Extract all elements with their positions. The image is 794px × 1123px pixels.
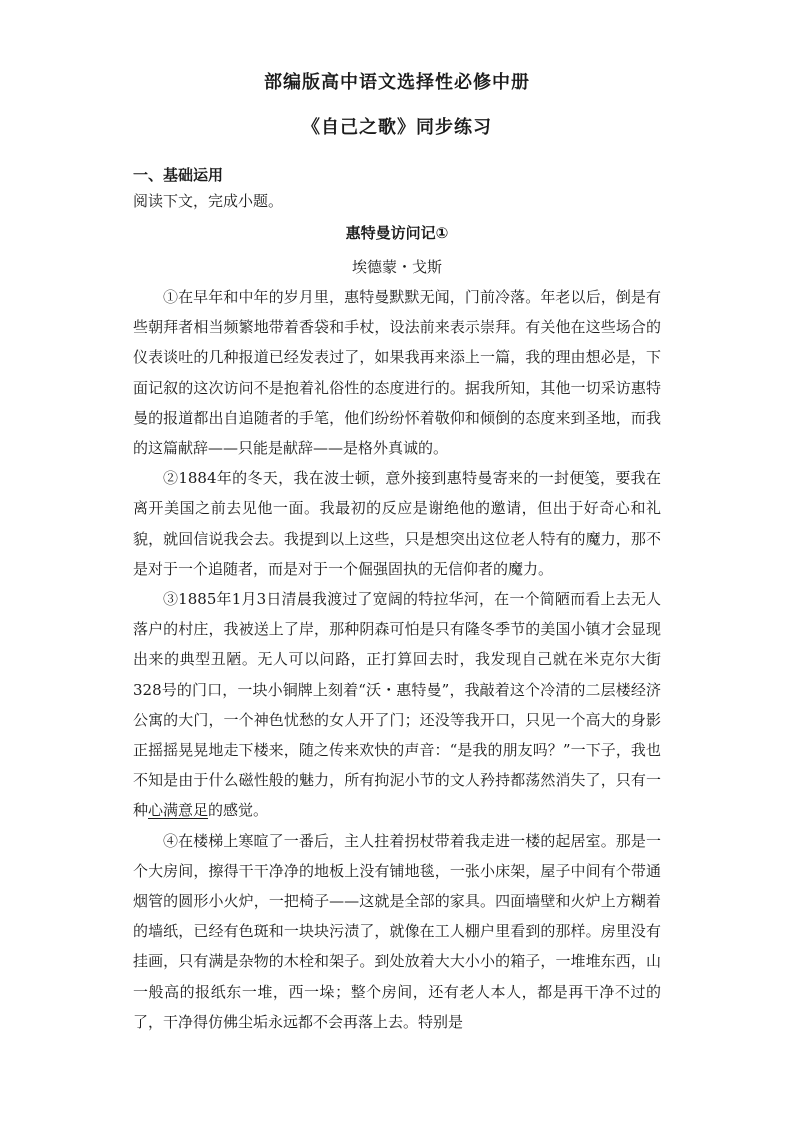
paragraph-4: ④在楼梯上寒暄了一番后，主人拄着拐杖带着我走进一楼的起居室。那是一个大房间，擦得干干净净的地板上没有铺地毯，一张小床架，屋子中间有个带通烟管的圆形小火炉，一把椅子——这就是全部的家具。四面墙壁和火炉上方糊着的墙纸，已经有色斑和一块块污渍了，就像在工人棚户里看到的那样。房里没有挂画，只有满是杂物的木栓和架子。到处放着大大小小的箱子，一堆堆东西，山一般高的报纸东一堆，西一垛；整个房间，还有老人本人，都是再干净不过的了，干净得仿佛尘垢永远都不会再落上去。特别是 [133, 831, 661, 1031]
paragraph-1: ①在早年和中年的岁月里，惠特曼默默无闻，门前冷落。年老以后，倒是有些朝拜者相当频繁地带着香袋和手杖，设法前来表示崇拜。有关他在这些场合的仪表谈吐的几种报道已经发表过了，如果我再来添上一篇，我的理由想必是，下面记叙的这次访问不是抱着礼俗性的态度进行的。据我所知，其他一切采访惠特曼的报道都出自追随者的手笔，他们纷纷怀着敬仰和倾倒的态度来到圣地，而我的这篇献辞——只能是献辞——是格外真诚的。 [133, 288, 661, 458]
paragraph-3 [133, 584, 661, 826]
article-title: 惠特曼访问记① [345, 224, 449, 242]
underlined-phrase: 心满意足 [148, 801, 209, 820]
document-subtitle: 《自己之歌》同步练习 [302, 117, 492, 138]
document-title: 部编版高中语文选择性必修中册 [264, 72, 530, 93]
instruction-text: 阅读下文，完成小题。 [133, 192, 284, 210]
paragraph-3-text: ③1885年1月3日清晨我渡过了宽阔的特拉华河，在一个简陋而看上去无人落户的村庄，我被送上了岸，那种阴森可怕是只有隆冬季节的美国小镇才会显现出来的典型丑陋。无人可以问路，正打算回去时，我发现自己就在米克尔大街328号的门口，一块小铜牌上刻着“沃・惠特曼”，我敲着这个冷清的二层楼经济公寓的大门，一个神色忧愁的女人开了门；还没等我开口，只见一个高大的身影正摇摇晃晃地走下楼来，随之传来欢快的声音：“是我的朋友吗？”一下子，我也不知是由于什么磁性般的魅力，所有拘泥小节的文人矜持都荡然消失了，只有一种 [133, 590, 661, 820]
paragraph-3-end: 的感觉。 [208, 801, 269, 820]
article-author: 埃德蒙・戈斯 [351, 258, 442, 276]
section-heading: 一、基础运用 [133, 166, 224, 184]
paragraph-2: ②1884年的冬天，我在波士顿，意外接到惠特曼寄来的一封便笺，要我在离开美国之前去见他一面。我最初的反应是谢绝他的邀请，但出于好奇心和礼貌，就回信说我会去。我提到以上这些，只是想突出这位老人特有的魔力，那不是对于一个追随者，而是对于一个倔强固执的无信仰者的魔力。 [133, 469, 661, 578]
article-body [133, 282, 661, 1037]
